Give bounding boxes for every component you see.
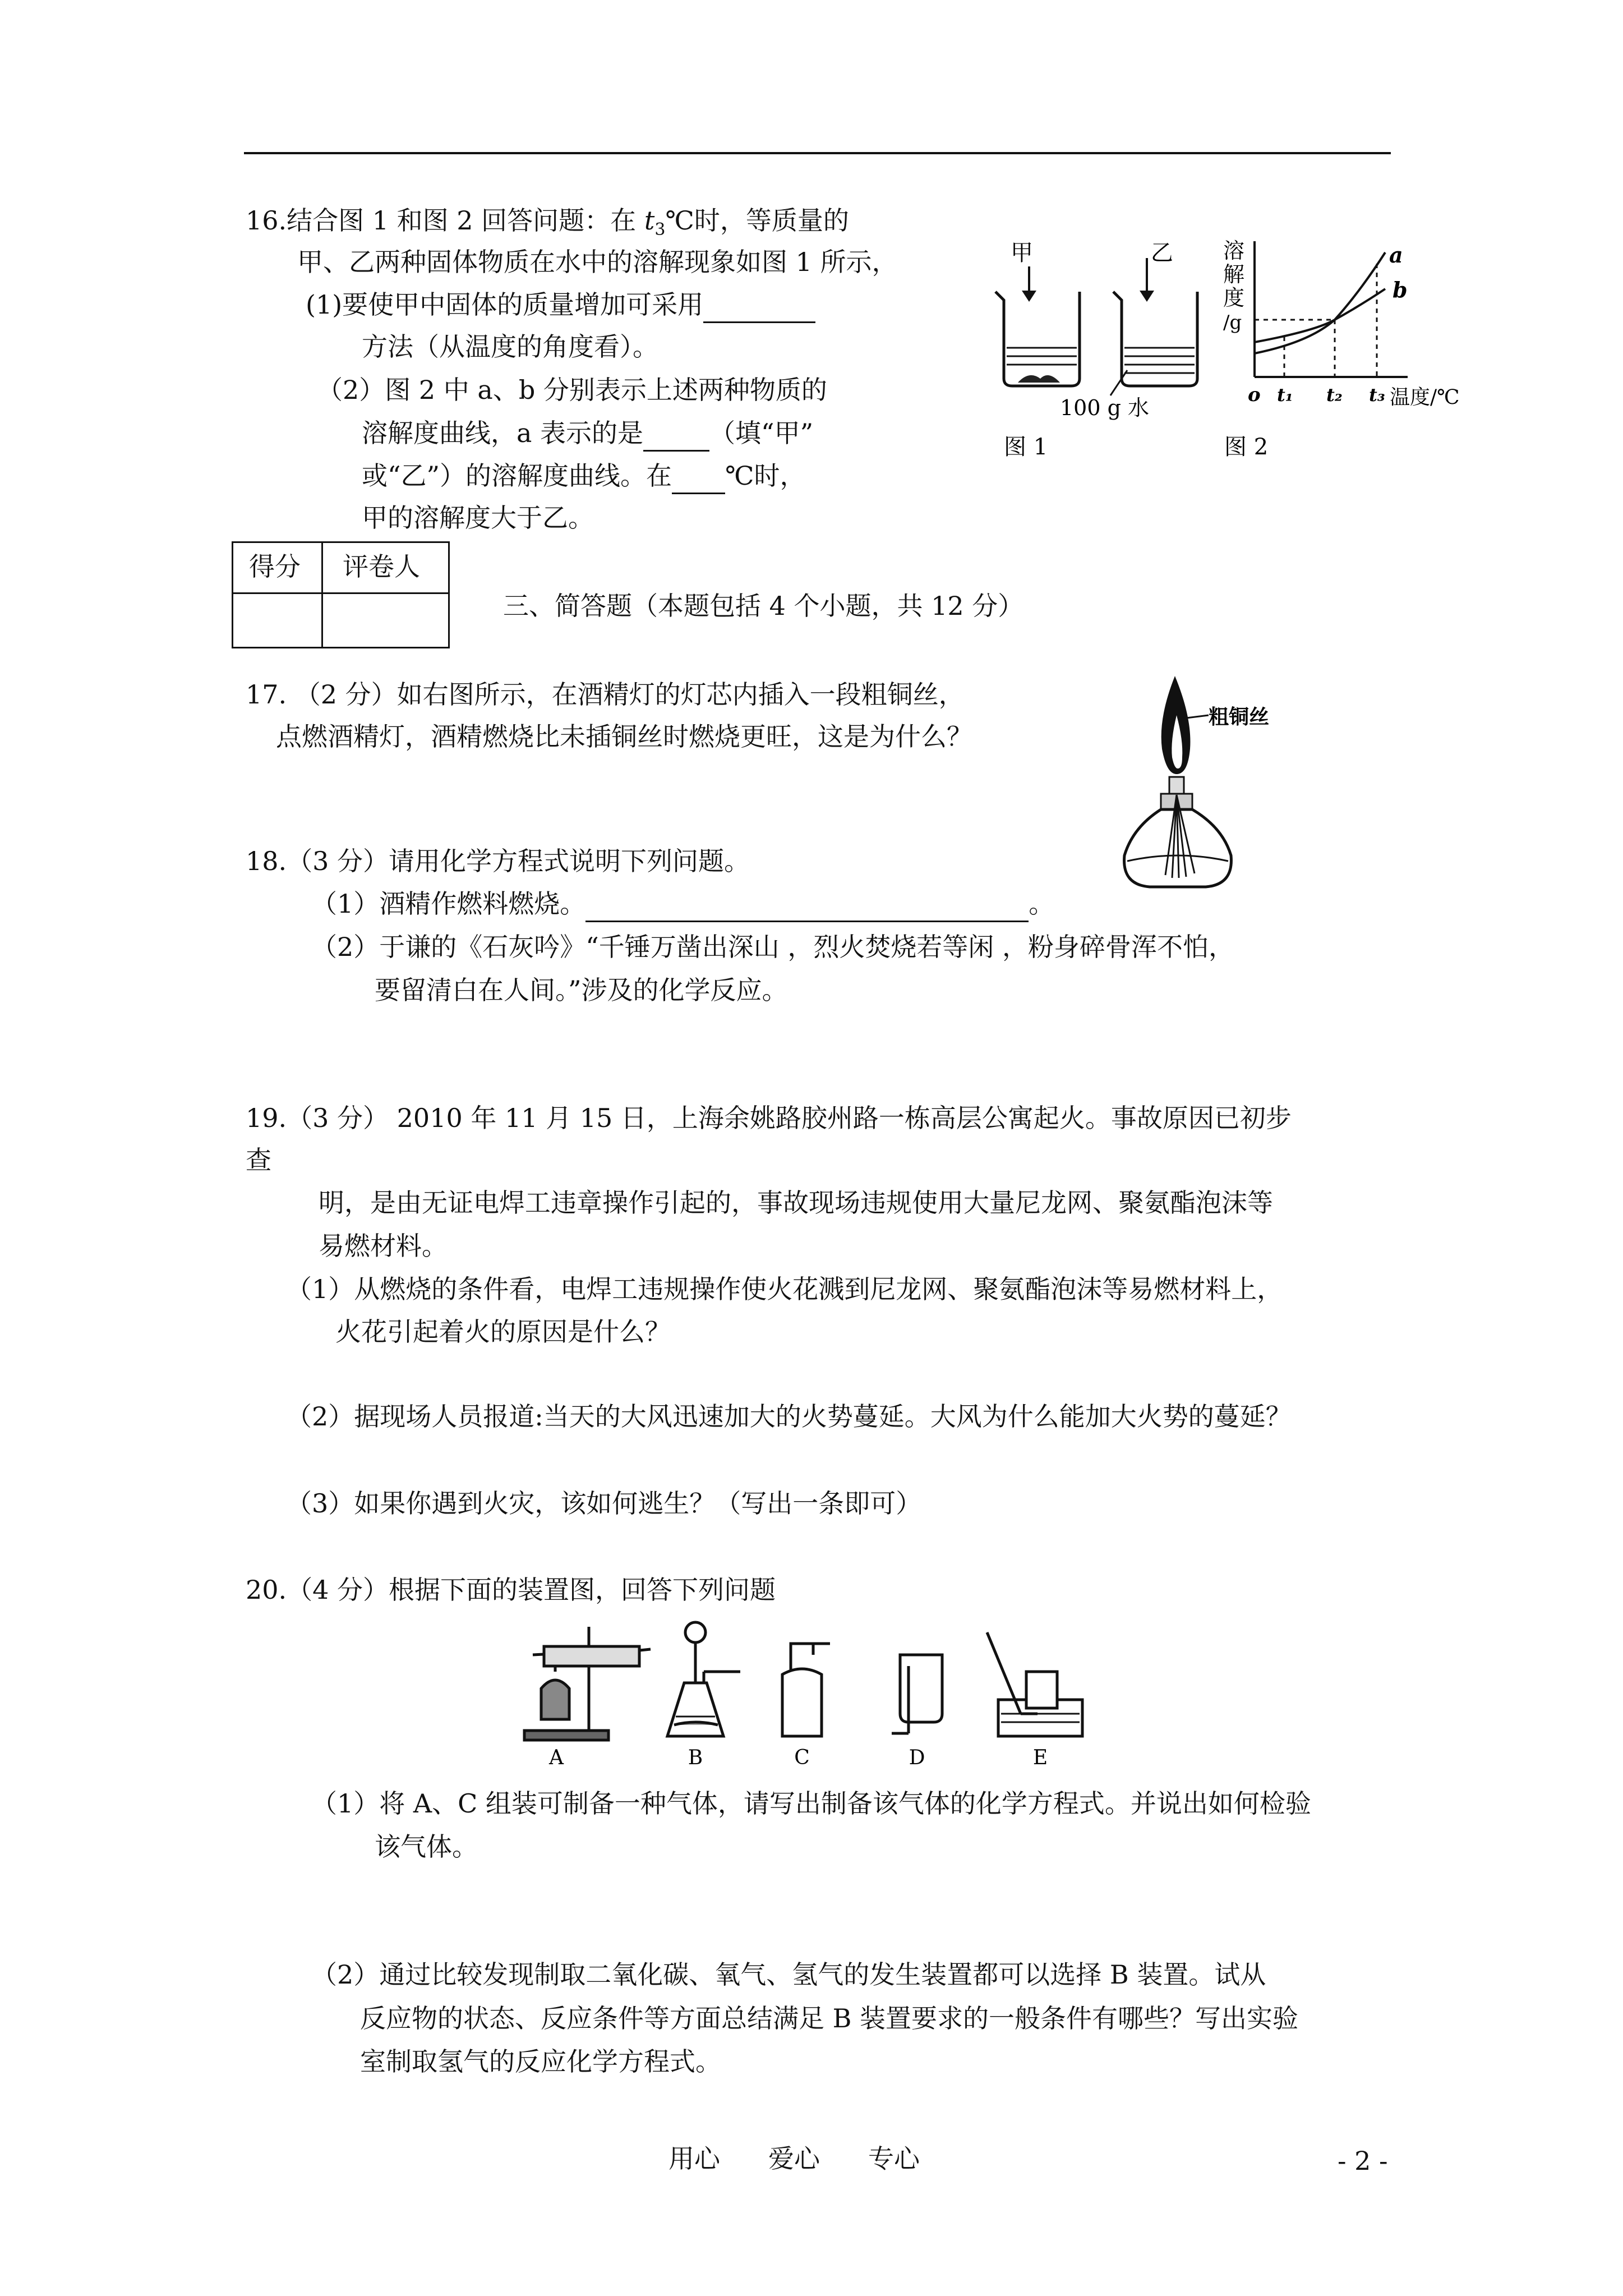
q16-part2-line4: 甲的溶解度大于乙。 [362,503,594,533]
q18-part1-blank[interactable] [585,887,1029,922]
fig2-ylabel-2: 解 [1223,262,1245,287]
q16-part2-text: 溶解度曲线，a 表示的是 [362,418,644,448]
q16-part2-text3: 或“乙”）的溶解度曲线。在 [362,461,672,491]
copper-wire-pointer [1186,715,1209,718]
q16-part2-text2: （填“甲” [709,418,814,448]
q18-part1 [311,887,1054,922]
lamp-flame [1161,676,1191,774]
footer-motto-3: 专心 [868,2143,920,2174]
q19-line2: 明，是由无证电焊工违章操作引起的，事故现场违规使用大量尼龙网、聚氨酯泡沫等 [319,1188,1273,1218]
grader-input[interactable] [325,596,445,644]
q16-part1-text: (1)要使甲中固体的质量增加可采用 [306,289,704,320]
fig1-water-label: 100 g 水 [1060,395,1150,420]
fig1-beaker-jia [995,292,1080,386]
q19-part2: （2）据现场人员报道:当天的大风迅速加大的火势蔓延。大风为什么能加大火势的蔓延？ [286,1401,1292,1432]
score-box [232,541,450,648]
apparatus-label-a: A [549,1746,564,1769]
q18-part2-line1: （2）于谦的《石灰吟》“千锤万凿出深山 ，烈火焚烧若等闲 ，粉身碎骨浑不怕， [311,932,1235,962]
apparatus-c-collection-bottle [782,1644,830,1736]
q16-part2-line2 [362,416,813,452]
q16-t-sub: 3 [654,220,666,240]
score-box-hline [233,592,448,594]
q20-part1-line1: （1）将 A、C 组装可制备一种气体，请写出制备该气体的化学方程式。并说出如何检验 [311,1788,1311,1819]
q16-part2-line3 [362,459,806,494]
q16-part2-blank1[interactable] [643,416,709,452]
q16-part1-line2: 方法（从温度的角度看）。 [362,332,658,362]
q19-line1: 19.（3 分） 2010 年 11 月 15 日，上海余姚路胶州路一栋高层公寓起火。事故原因已初步 [246,1103,1292,1133]
q17-line2: 点燃酒精灯，酒精燃烧比未插铜丝时燃烧更旺，这是为什么？ [276,721,972,752]
q20-part2-line1: （2）通过比较发现制取二氧化碳、氧气、氢气的发生装置都可以选择 B 装置。试从 [311,1959,1266,1990]
q17-alcohol-lamp-figure [1116,665,1301,895]
q20-apparatus-figure [516,1616,1178,1767]
q16-figure2 [1214,230,1460,466]
apparatus-e-water-trough [987,1632,1082,1736]
apparatus-label-e: E [1032,1746,1048,1769]
q18-part1-text: （1）酒精作燃料燃烧。 [311,889,586,919]
fig2-xlabel: 温度/℃ [1390,386,1460,409]
copper-wire-label: 粗铜丝 [1209,705,1270,729]
q19-part1-line2: 火花引起着火的原因是什么？ [335,1317,671,1347]
q16-part2-blank2[interactable] [672,459,725,494]
q20-part2-line3: 室制取氢气的反应化学方程式。 [360,2046,721,2077]
q16-text-b: ℃时，等质量的 [665,205,849,236]
fig2-curve-a-label: a [1389,242,1403,268]
apparatus-d-inverted-bottle [892,1655,942,1733]
q19-part1-line1: （1）从燃烧的条件看，电焊工违规操作使火花溅到尼龙网、聚氨酯泡沫等易燃材料上， [286,1274,1283,1304]
fig2-ylabel-4: /g [1223,311,1242,334]
fig2-caption: 图 2 [1224,434,1269,460]
footer-motto-1: 用心 [668,2143,720,2174]
q20-part1-line2: 该气体。 [375,1832,478,1862]
fig2-t2-label: t₂ [1326,384,1343,406]
fig2-origin-label: o [1248,384,1261,406]
fig1-label-jia: 甲 [1011,240,1033,266]
apparatus-a-heating-setup [524,1627,651,1740]
q16-t-symbol: t [644,205,655,236]
q16-line1 [246,204,849,247]
q18-part1-end: 。 [1029,889,1055,919]
apparatus-b-flask [667,1622,740,1736]
q16-part1 [306,288,815,323]
q17-line1: 17. （2 分）如右图所示，在酒精灯的灯芯内插入一段粗铜丝， [246,679,965,710]
fig2-curve-b [1255,289,1385,342]
fig1-arrowhead-jia [1022,291,1036,302]
header-rule [244,152,1391,154]
grader-label: 评卷人 [343,551,420,582]
fig2-t1-label: t₁ [1277,384,1293,406]
apparatus-label-b: B [688,1746,703,1769]
apparatus-label-d: D [909,1746,925,1769]
section3-title: 三、简答题（本题包括 4 个小题，共 12 分） [503,591,1024,621]
score-input[interactable] [235,596,319,644]
fig1-water-pointer [1110,370,1127,395]
q16-part2-text4: ℃时， [725,461,806,491]
page-number: - 2 - [1338,2146,1388,2176]
fig2-curve-b-label: b [1393,277,1408,302]
fig1-label-yi: 乙 [1151,240,1173,266]
lamp-wick-holder [1169,777,1184,794]
fig2-ylabel-3: 度 [1223,286,1245,310]
q19-line1b: 查 [246,1145,271,1175]
fig2-ylabel-1: 溶 [1223,238,1245,263]
q16-part2-line1: （2）图 2 中 a、b 分别表示上述两种物质的 [317,375,827,405]
q16-text-a: 16.结合图 1 和图 2 回答问题：在 [246,205,644,236]
fig1-arrowhead-yi [1140,291,1154,302]
score-label: 得分 [249,551,301,582]
fig1-caption: 图 1 [1004,434,1048,460]
q19-line3: 易燃材料。 [319,1231,448,1261]
q18-part2-line2: 要留清白在人间。”涉及的化学反应。 [375,975,788,1005]
q20-part2-line2: 反应物的状态、反应条件等方面总结满足 B 装置要求的一般条件有哪些？写出实验 [360,2003,1299,2033]
q16-part1-blank[interactable] [703,288,815,323]
q18-line1: 18.（3 分）请用化学方程式说明下列问题。 [246,846,750,876]
score-box-vline [321,543,323,647]
apparatus-label-c: C [794,1746,810,1769]
fig2-t3-label: t₃ [1369,384,1385,406]
q20-line1: 20.（4 分）根据下面的装置图，回答下列问题 [246,1575,776,1605]
q16-line2: 甲、乙两种固体物质在水中的溶解现象如图 1 所示， [297,247,898,277]
footer-motto-2: 爱心 [768,2143,820,2174]
q19-part3: （3）如果你遇到火灾，该如何逃生？（写出一条即可） [286,1488,922,1519]
